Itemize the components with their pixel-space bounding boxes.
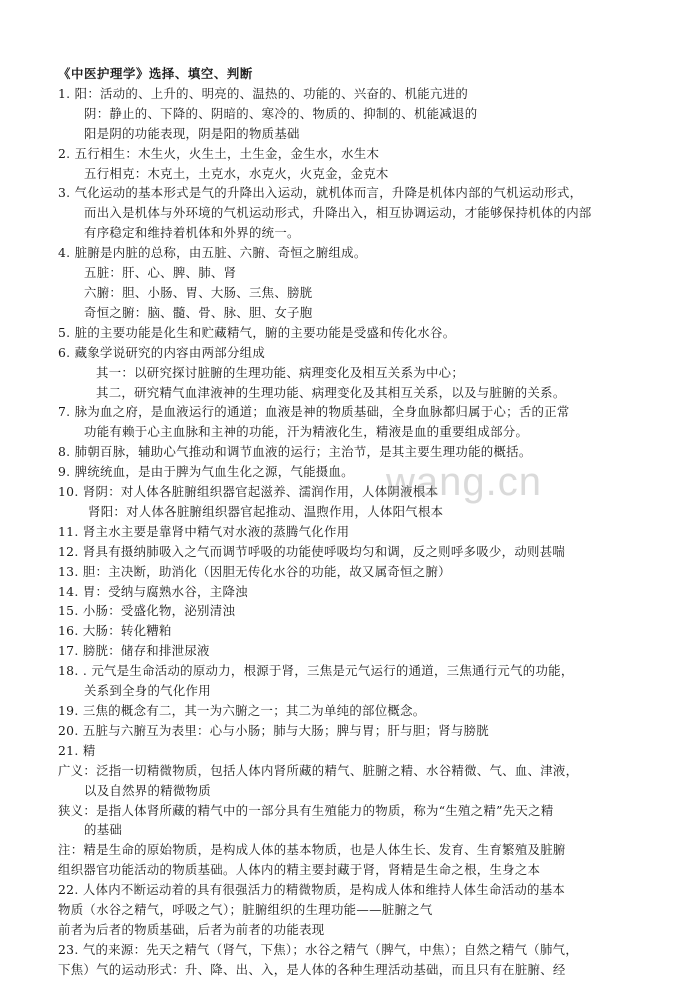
text-line: 6. 藏象学说研究的内容由两部分组成 xyxy=(58,344,266,360)
text-line: 肾阳：对人体各脏腑组织器官起推动、温煦作用，人体阳气根本 xyxy=(88,503,444,519)
text-line: 而出入是机体与外环境的气机运动形式，升降出入，相互协调运动，才能够保持机体的内部 xyxy=(84,205,592,221)
document-title: 《中医护理学》选择、填空、判断 xyxy=(58,66,253,81)
text-line: 11. 肾主水主要是靠肾中精气对水液的蒸腾气化作用 xyxy=(58,523,350,539)
text-line: 六腑：胆、小肠、胃、大肠、三焦、膀胱 xyxy=(84,284,313,300)
text-line: 14. 胃：受纳与腐熟水谷，主降浊 xyxy=(58,583,248,599)
text-line: 注：精是生命的原始物质，是构成人体的基本物质，也是人体生长、发育、生育繁殖及脏腑 xyxy=(58,842,566,858)
text-line: 阳是阴的功能表现，阴是阳的物质基础 xyxy=(84,125,300,141)
text-line: 13. 胆：主决断，助消化（因胆无传化水谷的功能，故又属奇恒之腑） xyxy=(58,563,451,579)
document-body xyxy=(58,64,648,980)
text-line: 前者为后者的物质基础，后者为前者的功能表现 xyxy=(58,921,325,937)
text-line: 广义：泛指一切精微物质，包括人体内肾所藏的精气、脏腑之精、水谷精微、气、血、津液， xyxy=(58,762,579,778)
text-line: 下焦）气的运动形式：升、降、出、入，是人体的各种生理活动基础，而且只有在脏腑、经 xyxy=(58,961,566,977)
text-line: 2. 五行相生：木生火，火生土，土生金，金生水，水生木 xyxy=(58,145,380,161)
text-line: 19. 三焦的概念有二，其一为六腑之一；其二为单纯的部位概念。 xyxy=(58,703,426,718)
text-line: 16. 大肠：转化糟粕 xyxy=(58,623,172,639)
text-line: 9. 脾统统血，是由于脾为气血生化之源，气能摄血。 xyxy=(58,464,354,480)
text-line: 12. 肾具有摄纳肺吸入之气而调节呼吸的功能使呼吸均匀和调，反之则呼多吸少，动则甚喘 xyxy=(58,543,566,559)
text-line: 五行相克：木克土，土克水，水克火，火克金，金克木 xyxy=(84,165,389,181)
text-line: 的基础 xyxy=(84,822,123,838)
watermark: wang.cn xyxy=(386,460,542,504)
text-line: 23. 气的来源：先天之精气（肾气，下焦）；水谷之精气（脾气，中焦）；自然之精气（肺气， xyxy=(58,941,579,957)
text-line: 17. 膀胱：储存和排泄尿液 xyxy=(58,643,210,659)
text-line: 5. 脏的主要功能是化生和贮藏精气，腑的主要功能是受盛和传化水谷。 xyxy=(58,324,456,340)
text-line: 阴：静止的、下降的、阴暗的、寒冷的、物质的、抑制的、机能减退的 xyxy=(84,105,478,121)
text-line: 其二，研究精气血津液神的生理功能、病理变化及其相互关系，以及与脏腑的关系。 xyxy=(96,384,566,400)
text-line: 21. 精 xyxy=(58,742,96,758)
text-line: 10. 肾阴：对人体各脏腑组织器官起滋养、濡润作用，人体阴液根本 xyxy=(58,484,439,500)
text-line: 功能有赖于心主血脉和主神的功能，汗为精液化生，精液是血的重要组成部分。 xyxy=(84,424,529,440)
text-line: 五脏：肝、心、脾、肺、肾 xyxy=(84,265,237,281)
text-line: 20. 五脏与六腑互为表里：心与小肠；肺与大肠；脾与胃；肝与胆；肾与膀胱 xyxy=(58,722,489,738)
text-line: 22. 人体内不断运动着的具有很强活力的精微物质，是构成人体和维持人体生命活动的基本 xyxy=(58,882,566,898)
text-line: 15. 小肠：受盛化物，泌别清浊 xyxy=(58,603,236,619)
text-line: 8. 肺朝百脉，辅助心气推动和调节血液的运行；主治节，是其主要生理功能的概括。 xyxy=(58,444,532,460)
text-line: 组织器官功能活动的物质基础。人体内的精主要封藏于肾，肾精是生命之根，生身之本 xyxy=(58,862,541,878)
text-line: 关系到全身的气化作用 xyxy=(84,683,211,699)
text-line: 其一：以研究探讨脏腑的生理功能、病理变化及相互关系为中心； xyxy=(96,364,465,380)
text-line: 奇恒之腑：脑、髓、骨、脉、胆、女子胞 xyxy=(84,304,313,320)
text-line: 4. 脏腑是内脏的总称，由五脏、六腑、奇恒之腑组成。 xyxy=(58,245,367,261)
text-line: 狭义：是指人体肾所藏的精气中的一部分具有生殖能力的物质，称为“生殖之精”先天之精 xyxy=(58,802,554,818)
text-line: 7. 脉为血之府，是血液运行的通道；血液是神的物质基础，全身血脉都归属于心；舌的正常 xyxy=(58,404,570,420)
text-line: 以及自然界的精微物质 xyxy=(84,782,211,798)
text-line: 有序稳定和维持着机体和外界的统一。 xyxy=(84,225,300,241)
text-line: 物质（水谷之精气，呼吸之气）；脏腑组织的生理功能——脏腑之气 xyxy=(58,902,433,918)
text-line: 3. 气化运动的基本形式是气的升降出入运动，就机体而言，升降是机体内部的气机运动形式， xyxy=(58,185,583,201)
text-line: 18. . 元气是生命活动的原动力，根源于肾，三焦是元气运行的通道，三焦通行元气的功能， xyxy=(58,663,574,679)
text-line: 1. 阳：活动的、上升的、明亮的、温热的、功能的、兴奋的、机能亢进的 xyxy=(58,85,469,101)
